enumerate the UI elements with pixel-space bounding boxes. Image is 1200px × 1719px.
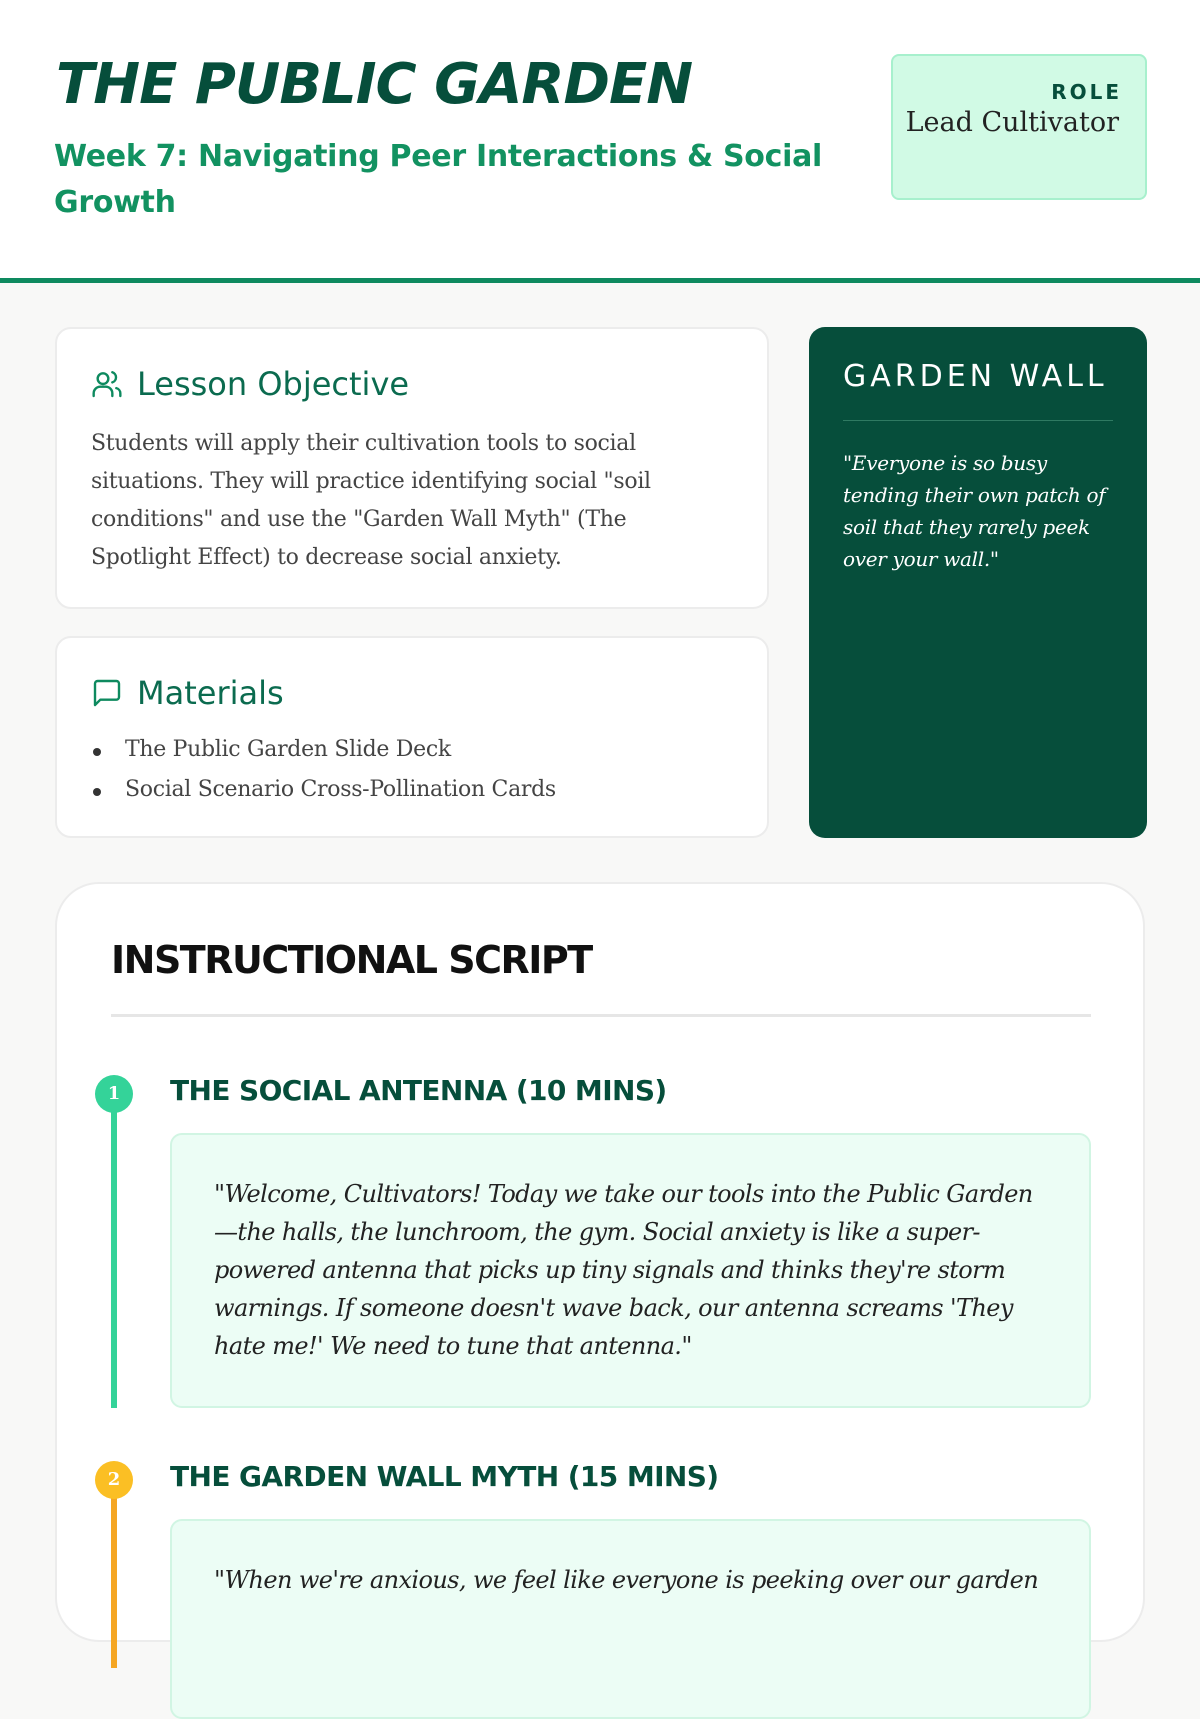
role-label: ROLE (1051, 80, 1122, 104)
page-title: THE PUBLIC GARDEN (56, 52, 693, 117)
page-header (0, 0, 1200, 283)
divider (111, 1014, 1091, 1017)
step-2-badge: 2 (95, 1461, 133, 1499)
step-1-heading: THE SOCIAL ANTENNA (10 MINS) (170, 1074, 667, 1107)
message-square-icon (91, 677, 123, 709)
garden-wall-title: GARDEN WALL (843, 359, 1108, 394)
list-item: The Public Garden Slide Deck (91, 730, 556, 770)
step-1-timeline-line (111, 1082, 117, 1408)
objective-text: Students will apply their cultivation tools to social situations. They will practice identifying social "soil conditions" and use the "Garden Wall Myth" (The Spotlight Effect) to decrease social anxiety. (91, 431, 651, 570)
materials-list (91, 730, 556, 810)
users-icon (91, 368, 123, 400)
step-2-text: "When we're anxious, we feel like everyone is peeking over our garden (214, 1566, 1039, 1594)
role-box (891, 54, 1147, 200)
instructional-script-panel (55, 882, 1145, 1642)
step-1-text: "Welcome, Cultivators! Today we take our tools into the Public Garden—the halls, the lunchroom, the gym. Social anxiety is like a super-powered antenna that picks up tiny signals and thinks they're storm warnings. If someone doesn't wave back, our antenna screams 'They hate me!' We need to tune that antenna." (214, 1180, 1033, 1360)
materials-heading-label: Materials (137, 674, 284, 712)
script-title: INSTRUCTIONAL SCRIPT (111, 938, 592, 982)
step-1-script-box (170, 1133, 1091, 1408)
divider (843, 420, 1113, 421)
garden-wall-card (809, 327, 1147, 838)
objective-heading-label: Lesson Objective (137, 365, 410, 403)
materials-heading (91, 674, 284, 712)
role-value: Lead Cultivator (905, 107, 1119, 138)
list-item: Social Scenario Cross-Pollination Cards (91, 770, 556, 810)
step-2-heading: THE GARDEN WALL MYTH (15 MINS) (170, 1460, 719, 1493)
step-2-script-box (170, 1519, 1091, 1719)
objective-card (55, 327, 769, 609)
objective-heading (91, 365, 409, 403)
garden-wall-quote: "Everyone is so busy tending their own patch of soil that they rarely peek over your wall." (843, 451, 1106, 571)
page-subtitle: Week 7: Navigating Peer Interactions & Social Growth (54, 139, 822, 220)
step-1-badge: 1 (95, 1075, 133, 1113)
materials-card (55, 636, 769, 838)
